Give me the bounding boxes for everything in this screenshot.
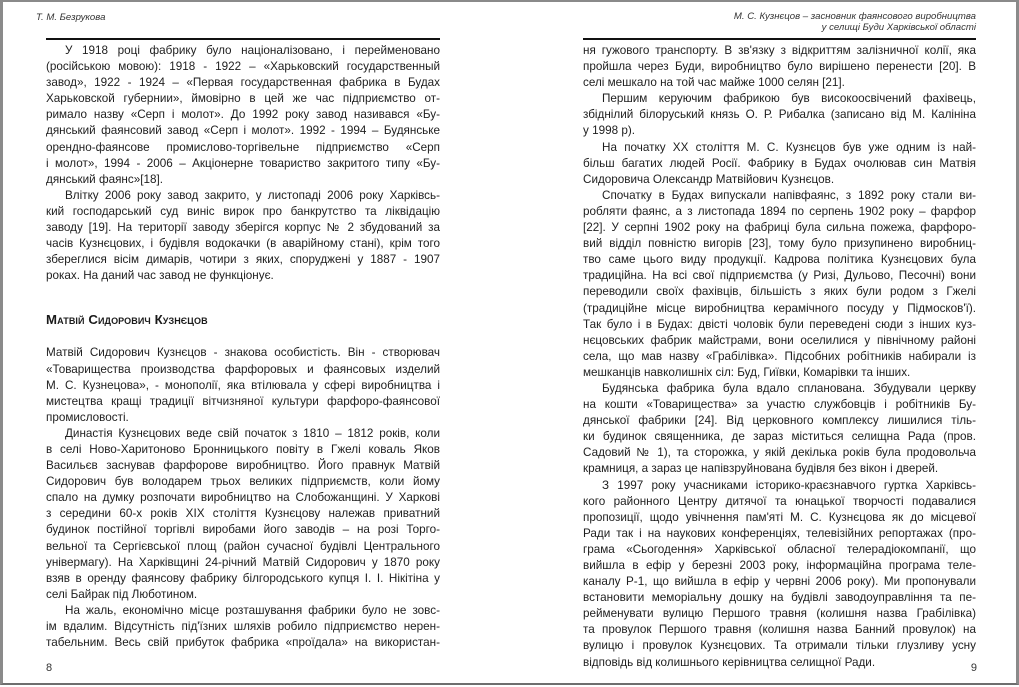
text-line: збіднілий білоруський князь О. Р. Рибалка (записано від М. Калініна — [583, 108, 976, 122]
text-line: та провулок Першого травня (колишня назва Банний провулок) на — [583, 623, 976, 637]
left-page — [6, 2, 506, 687]
text-line: Харьковской губернии», ймовірно в цей же час підприємство от- — [46, 92, 440, 106]
paragraph — [583, 381, 976, 478]
text-line: дянський фаянсовий завод «Серп і молот». 1992 - 1994 – Будянське — [46, 124, 440, 138]
text-line: дянської фабрики [24]. Від церковного комплексу лишилися тіль- — [583, 414, 976, 428]
text-line: Першим керуючим фабрикою був високоосвічений фахівець, — [602, 92, 976, 106]
right-header-rule — [583, 38, 976, 40]
text-line: З 1997 року учасниками історико-краєзнавчого гуртка Харківсь- — [602, 478, 976, 492]
text-line: у 1998 р). — [583, 124, 635, 138]
text-line: Садовий № 1), та сторожка, у якій декілька років була продовольча — [583, 446, 976, 460]
text-line: На жаль, економічно місце розташування фабрики було не зовс- — [65, 603, 440, 617]
paragraph — [46, 345, 440, 425]
text-line: кий господарський суд виніс вирок про банкрутство та ліквідацію — [46, 204, 440, 218]
text-line: взяв в оренду фаянсову фабрику білгородського купця І. І. Нікітіна у — [46, 571, 440, 585]
page-number: 8 — [46, 662, 53, 674]
text-line: вий відділ повністю вигорів [23], тому було призупинено виробниц- — [583, 237, 976, 251]
text-line: більш багатих людей Росії. Фабрику в Будах очолював син Матвія — [583, 156, 976, 170]
text-line: вийшла в ефір у березні 2003 року, інформаційна програма теле- — [583, 559, 976, 572]
text-line: Династія Кузнєцових веде свій початок з 1810 – 1812 років, коли — [65, 426, 440, 440]
paragraph — [46, 43, 440, 188]
right-running-head — [734, 11, 976, 33]
text-line: Спочатку в Будах випускали напівфаянс, з 1892 року стали ви- — [602, 188, 976, 202]
text-line: з середини 60-х років XIX століття Кузнєцову належав приватний — [46, 507, 440, 521]
paragraph — [583, 188, 976, 381]
right-page — [515, 2, 1019, 687]
text-line: рейменувати вулицю Першого травня (колишня назва Грабілівка) — [583, 607, 976, 621]
text-line: Влітку 2006 року завод закрито, у листопаді 2006 року Харківсь- — [65, 188, 440, 202]
text-line: дянський фаянс»[18]. — [46, 172, 163, 186]
text-line: ня гужового транспорту. В зв'язку з відкриттям залізничної колії, яка — [583, 44, 976, 57]
text-line: роках. На даний час завод не функціонує. — [46, 269, 274, 283]
text-line: «Товарищества производства фарфоровых и фаянсовых изделий — [46, 362, 440, 376]
text-line: грама «Сьогодення» Харківської обласної телерадіокомпанії, що — [583, 542, 976, 556]
text-line: ім вдалим. Відсутність під'їзних шляхів робило підприємство нерен- — [46, 620, 440, 633]
text-line: ки будинок священника, де зараз міститься селищна Рада (пров. — [583, 430, 976, 444]
text-line: промисловості. — [46, 410, 129, 424]
left-page-body — [46, 43, 440, 651]
text-line: мистецтва кращі традиції вітчизняної культури фарфоро-фаянсової — [46, 394, 440, 408]
text-line: мешканців навколишніх сіл: Буд, Гиївки, Комарівки та інших. — [583, 365, 911, 379]
text-line: [22]. У серпні 1902 року на фабриці була сильна пожежа, фарфоро- — [583, 221, 976, 235]
right-page-body — [583, 43, 976, 671]
text-line: (традиційне місце виробництва керамічного посуду у Підмосков'ї). — [583, 301, 976, 315]
paragraph — [46, 426, 440, 603]
text-line: заводу [19]. На території заводу зберігся корпус № 2 збудований за — [46, 221, 440, 235]
running-head-line: у селищі Буди Харківської області — [821, 22, 976, 33]
text-line: селі Байрак під Люботином. — [46, 587, 198, 601]
text-line: нєцовських фабрик майстрами, вони оселилися у північному районі — [583, 333, 976, 347]
paragraph — [46, 188, 440, 285]
paragraph — [46, 603, 440, 651]
text-line: на кошти «Товарищества» за участю службовців і робітників Бу- — [583, 398, 976, 412]
text-line: пройшла через Буди, виробництво було вирішено перенести [20]. В — [583, 60, 976, 74]
left-running-head: Т. М. Безрукова — [36, 12, 106, 23]
text-line: вельної та Сергієвської площ (район сучасної будівлі Центрального — [46, 539, 440, 553]
text-line: і молот», 1994 - 2006 – Акціонерне товариство закритого типу «Бу- — [46, 156, 440, 170]
text-line: орендно-фаянсове промислово-торгівельне підприємство «Серп — [46, 140, 440, 154]
paragraph — [583, 140, 976, 188]
text-line: Так було і в Будах: двісті чоловік були переведені сюди з інших куз- — [583, 317, 976, 331]
text-line: Ради так і на наукових конференціях, телевізійних репортажах (про- — [583, 526, 976, 540]
text-line: табельним. Весь свій прибуток фабрика «проїдала» на використан- — [46, 636, 440, 650]
text-line: будинок постійної торгівлі виробами його заводів – на розі Торго- — [46, 523, 440, 537]
text-line: селі мешкало на той час майже 1000 селян [21]. — [583, 76, 845, 90]
left-header-rule — [46, 38, 440, 40]
paragraph — [583, 91, 976, 139]
text-line: спало на думку розпочати виробництво на Слобожанщині. У Харкові — [46, 491, 440, 505]
text-line: завод», 1922 - 1924 – «Первая государственная фабрика в Будах — [46, 76, 440, 90]
text-line: традиційна. На всі свої підприємства (у Ризі, Дульово, Песочні) вони — [583, 269, 976, 283]
text-line: встановити меморіальну дошку на будівлі заводоуправління та пе- — [583, 591, 976, 605]
text-line: (російською мовою): 1918 - 1922 – «Харьковский государственный — [46, 60, 440, 74]
text-line: робляти фаянс, а з листопада 1894 по серпень 1902 року – фарфор — [583, 204, 976, 218]
text-line: тво саме цього виду продукції. Кадрова політика Кузнєцових була — [583, 253, 976, 267]
text-line: часів Кузнєцових, і будівля водокачки (в аварійному стані), крім того — [46, 237, 440, 251]
paragraph — [583, 478, 976, 671]
text-line: в селі Ново-Харитоново Бронницького повіту в Гжелі коваль Яков — [46, 442, 440, 456]
text-line: Матвій Сидорович Кузнєцов - знакова особистість. Він - створювач — [46, 346, 440, 360]
text-line: римало назву «Серп і молот». До 1992 року завод називався «Бу- — [46, 108, 440, 122]
text-line: У 1918 році фабрику було націоналізовано, і перейменовано — [65, 44, 440, 57]
text-line: Сидорович був володарем трьох великих підприємств, коли йому — [46, 475, 440, 489]
text-line: Васильєв заснував фарфорове виробництво. Його правнук Матвій — [46, 459, 440, 473]
running-head-line: М. С. Кузнєцов – засновник фаянсового виробництва — [733, 11, 976, 22]
text-line: пропозиції, щодо увічнення пам'яті М. С. Кузнєцова як до місцевої — [583, 510, 976, 524]
text-line: переводили своїх фахівців, більшість з яких були родом з Гжелі — [583, 285, 976, 299]
text-line: Сидоровича Олександр Матвійович Кузнєцов. — [583, 172, 835, 186]
text-line: кого районного Центру дитячої та юнацької творчості подавалися — [583, 494, 976, 508]
text-line: Будянська фабрика була вдало спланована. Збудували церкву — [602, 381, 976, 395]
text-line: відповідь від колишнього керівництва селищної Ради. — [583, 655, 876, 669]
section-title: Матвій Сидорович Кузнєцов — [46, 312, 208, 328]
text-line: універмагу). На Харківщині 24-річний Матвій Сидорович у 1870 року — [46, 555, 440, 569]
text-line: вулицю і провулок Кузнєцових. Та отримали тільки глузливу усну — [583, 639, 976, 653]
page-number: 9 — [970, 662, 977, 674]
text-line: збереглися вісім димарів, чотири з яких, споруджені у 1887 - 1907 — [46, 253, 440, 267]
text-line: М. С. Кузнецова», - монополії, яка втілювала у сфері виробництва і — [46, 378, 440, 392]
text-line: села, що мав назву «Грабілівка». Підсобних робітників набирали із — [583, 349, 976, 363]
text-line: На початку XX століття М. С. Кузнєцов був уже одним із най- — [602, 140, 976, 154]
text-line: каналу Р-1, що вийшла в ефір у червні 2006 року). Ми пропонували — [583, 575, 976, 589]
paragraph — [583, 43, 976, 91]
text-line: крамниця, а зараз це напівзруйнована будівля без вікон і дверей. — [583, 462, 939, 476]
